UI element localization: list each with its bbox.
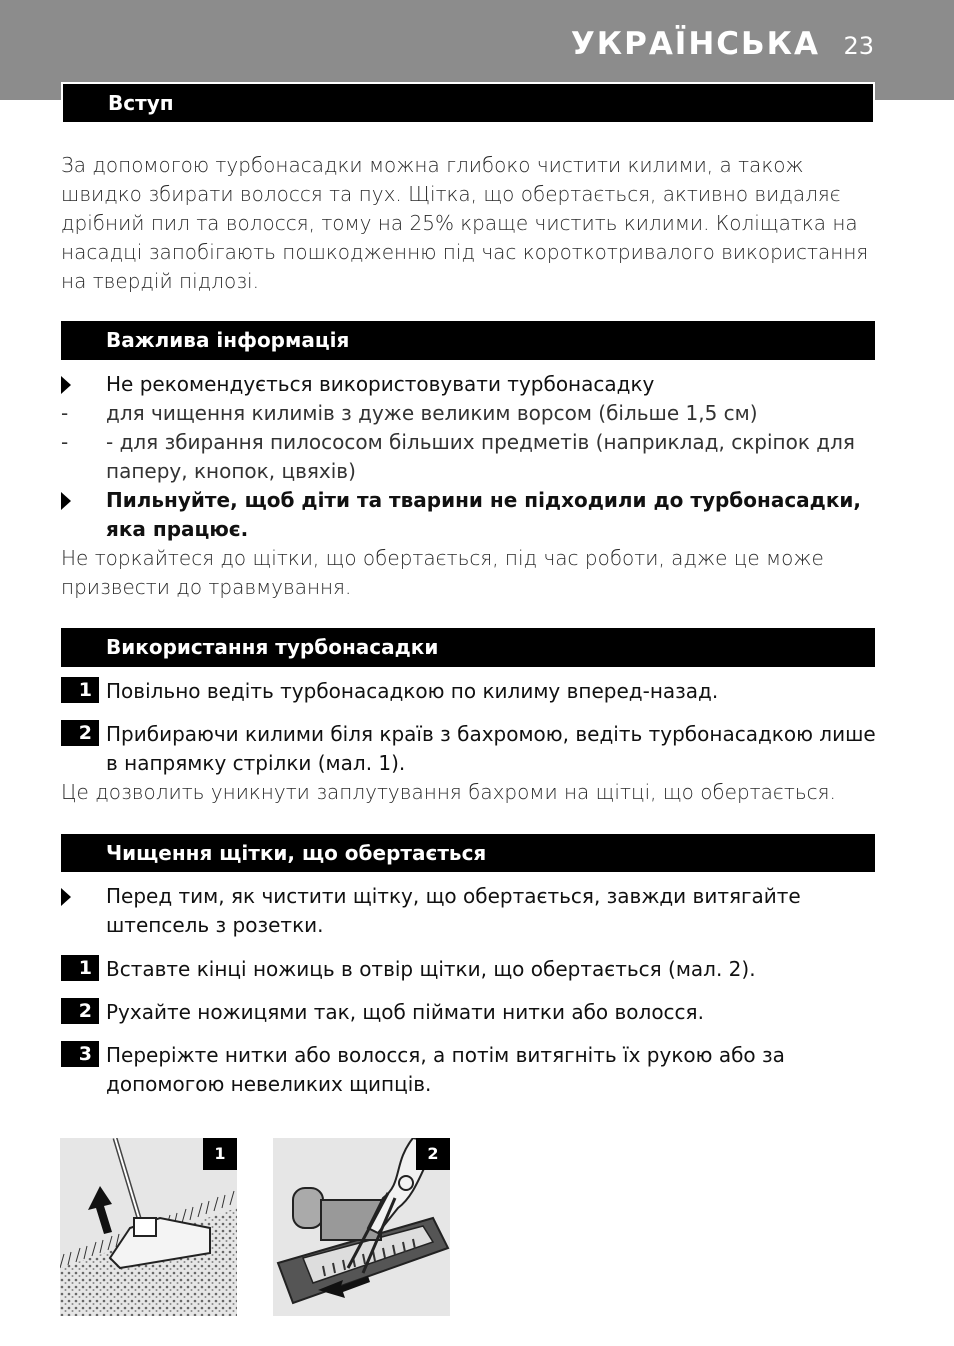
- usage-step-2: 2 Прибираючи килими біля країв з бахромою, ведіть турбонасадкою лише в напрямку стрілки (мал. 1).: [61, 720, 891, 778]
- dash-marker: -: [61, 401, 69, 425]
- section-title-cleaning: Чищення щітки, що обертається: [106, 841, 487, 865]
- cleaning-bullet: Перед тим, як чистити щітку, що обертається, завжди витягайте штепсель з розетки.: [61, 882, 891, 940]
- section-title-usage: Використання турбонасадки: [106, 635, 439, 659]
- dash-marker: -: [61, 430, 69, 454]
- usage-step-1: 1 Повільно ведіть турбонасадкою по килиму вперед-назад.: [61, 677, 891, 706]
- important-dash-2: - - для збирання пилососом більших предметів (наприклад, скріпок для паперу, кнопок, цвяхів): [61, 430, 855, 483]
- section-bar-important: [61, 321, 875, 360]
- intro-paragraph: За допомогою турбонасадки можна глибоко чистити килими, а також швидко збирати волосся та пух. Щітка, що обертається, активно видаляє дрібний пил та волосся, тому на 25% краще чистить килими. Коліщатка на насадці запобігають пошкодженню під час короткотривалого використання на твердій підлозі.: [61, 153, 869, 293]
- step-number: 1: [61, 677, 99, 703]
- figure-1-label: 1: [203, 1138, 237, 1170]
- language-title: УКРАЇНСЬКА: [570, 26, 820, 62]
- step-number: 2: [61, 998, 99, 1024]
- step-number: 1: [61, 955, 99, 981]
- figure-2-label: 2: [416, 1138, 450, 1170]
- section-bar-cleaning: [61, 834, 875, 872]
- cleaning-step-1: 1 Вставте кінці ножиць в отвір щітки, що обертається (мал. 2).: [61, 955, 891, 984]
- important-note: Не торкайтеся до щітки, що обертається, під час роботи, адже це може призвести до травмування.: [61, 546, 824, 599]
- important-bullet-1: Не рекомендується використовувати турбонасадку: [61, 370, 891, 399]
- cleaning-step-3: 3 Переріжте нитки або волосся, а потім витягніть їх рукою або за допомогою невеликих щипців.: [61, 1041, 891, 1099]
- bullet-triangle-icon: [61, 888, 71, 906]
- section-bar-usage: [61, 628, 875, 667]
- step-number: 2: [61, 720, 99, 746]
- section-bar-intro: [61, 82, 875, 122]
- important-bullet-2: Пильнуйте, щоб діти та тварини не підходили до турбонасадки, яка працює.: [61, 486, 891, 544]
- usage-note: Це дозволить уникнути заплутування бахроми на щітці, що обертається.: [61, 780, 836, 804]
- section-title-important: Важлива інформація: [106, 328, 350, 352]
- cleaning-step-2: 2 Рухайте ножицями так, щоб піймати нитки або волосся.: [61, 998, 891, 1027]
- step-number: 3: [61, 1041, 99, 1067]
- page-number: 23: [843, 32, 874, 60]
- bullet-triangle-icon: [61, 376, 71, 394]
- bullet-triangle-icon: [61, 492, 71, 510]
- section-title-intro: Вступ: [108, 91, 174, 115]
- important-dash-1: - для чищення килимів з дуже великим ворсом (більше 1,5 см): [61, 399, 891, 428]
